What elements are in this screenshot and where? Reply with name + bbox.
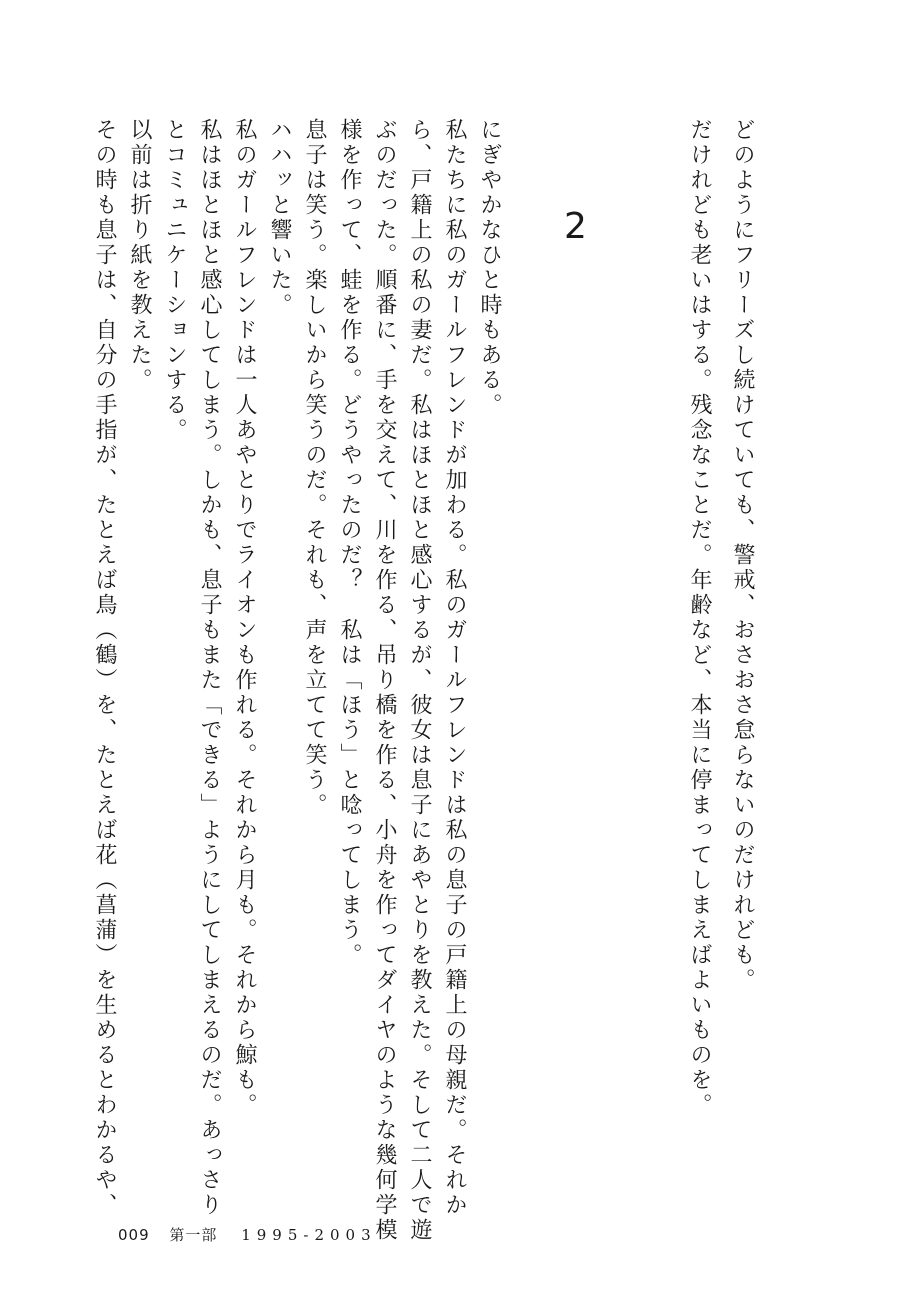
page-number: 009 — [118, 1226, 150, 1244]
text-column: とコミュニケーションする。 — [162, 118, 187, 443]
text-column: 以前は折り紙を教えた。 — [127, 118, 152, 393]
text-column: にぎやかなひと時もある。 — [477, 118, 502, 418]
text-column: ら、戸籍上の私の妻だ。私はほとほと感心するが、彼女は息子にあやとりを教えた。そして二人で遊 — [407, 118, 432, 1243]
text-column: ぶのだった。順番に、手を交えて、川を作る、吊り橋を作る、小舟を作ってダイヤのような幾何学模 — [372, 118, 397, 1243]
text-column: その時も息子は、自分の手指が、たとえば鳥（鶴）を、たとえば花（菖蒲）を生めるとわかるや、 — [92, 118, 117, 1218]
text-column: どのようにフリーズし続けていても、警戒、おさおさ怠らないのだけれども。 — [730, 118, 755, 993]
text-column: 様を作って、蛙を作る。どうやったのだ？ 私は「ほう」と唸ってしまう。 — [337, 118, 362, 968]
text-column: 私たちに私のガールフレンドが加わる。私のガールフレンドは私の息子の戸籍上の母親だ。それか — [442, 118, 467, 1218]
year-range: 1995-2003 — [241, 1226, 377, 1244]
text-column: だけれども老いはする。残念なことだ。年齢など、本当に停まってしまえばよいものを。 — [687, 118, 712, 1118]
text-column: 息子は笑う。楽しいから笑うのだ。それも、声を立てて笑う。 — [302, 118, 327, 818]
text-column: 私はほとほと感心してしまう。しかも、息子もまた「できる」ようにしてしまえるのだ。あっさり — [197, 118, 222, 1218]
section-number: 2 — [564, 206, 587, 247]
part-label: 第一部 — [169, 1226, 218, 1244]
text-column: 私のガールフレンドは一人あやとりでライオンも作れる。それから月も。それから鯨も。 — [232, 118, 257, 1118]
text-column: ハハッと響いた。 — [267, 118, 292, 318]
page-footer — [118, 1224, 377, 1245]
